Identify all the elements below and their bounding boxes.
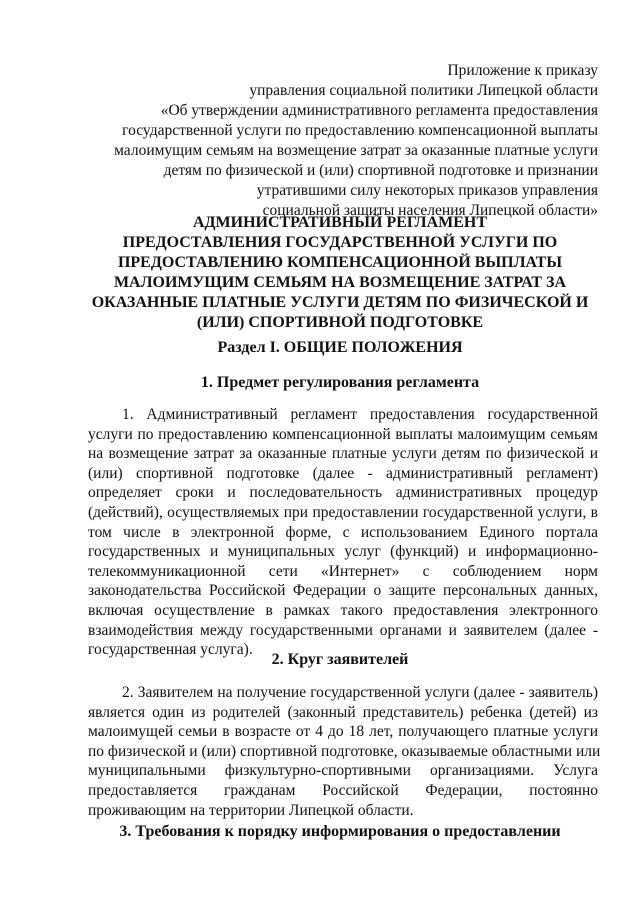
paragraph-line: включая осуществление в рамках такого предоставления электронного: [88, 601, 598, 619]
paragraph-line: том числе в электронной форме, с использованием Единого портала: [88, 523, 598, 541]
title-line: ПРЕДОСТАВЛЕНИЮ КОМПЕНСАЦИОННОЙ ВЫПЛАТЫ: [117, 254, 563, 271]
title-line: МАЛОИМУЩИМ СЕМЬЯМ НА ВОЗМЕЩЕНИЕ ЗАТРАТ ЗА: [113, 274, 567, 291]
title-line: ОКАЗАННЫЕ ПЛАТНЫЕ УСЛУГИ ДЕТЯМ ПО ФИЗИЧЕСКОЙ И: [91, 294, 589, 311]
paragraph-2: [88, 683, 601, 820]
document-title: [60, 213, 620, 333]
appendix-line: управления социальной политики Липецкой области: [249, 82, 598, 99]
appendix-note: [78, 61, 598, 221]
paragraph-line: 2. Заявителем на получение государственной услуги (далее - заявитель): [122, 684, 598, 701]
subsection-heading: 3. Требования к порядку информирования о предоставлении: [119, 823, 561, 840]
paragraph-line: государственных и муниципальных услуг (функций) и информационно-: [88, 543, 598, 561]
appendix-line: утратившими силу некоторых приказов управления: [256, 182, 598, 199]
paragraph-line: муниципальными физкультурно-спортивными организациями. Услуга: [88, 762, 598, 780]
paragraph-line: государственная услуга).: [88, 641, 253, 659]
paragraph-line: телекоммуникационной сети «Интернет» с соблюдением норм: [88, 562, 598, 580]
title-line: ПРЕДОСТАВЛЕНИЯ ГОСУДАРСТВЕННОЙ УСЛУГИ ПО: [122, 234, 558, 251]
section-heading: Раздел I. ОБЩИЕ ПОЛОЖЕНИЯ: [217, 339, 463, 356]
paragraph-line: малоимущей семьи в возрасте от 4 до 18 лет, получающего платные услуги: [88, 723, 598, 741]
paragraph-line: проживающим на территории Липецкой области.: [88, 801, 414, 819]
paragraph-line: по физической и (или) спортивной подготовке, оказываемые областными или: [88, 742, 601, 760]
paragraph-line: (действий), осуществляемых при предоставлении государственной услуги, в: [88, 503, 598, 521]
paragraph-1: [88, 405, 598, 660]
paragraph-line: (или) спортивной подготовке (далее - административный регламент): [88, 464, 598, 482]
appendix-line: детям по физической и (или) спортивной подготовке и признании: [163, 162, 598, 179]
appendix-line: малоимущим семьям на возмещение затрат за оказанные платные услуги: [114, 142, 598, 159]
paragraph-line: предоставляется гражданам Российской Федерации, постоянно: [88, 781, 598, 799]
paragraph-line: является один из родителей (законный представитель) ребенка (детей) из: [88, 703, 598, 721]
paragraph-line: услуги по предоставлению компенсационной выплаты малоимущим семьям: [88, 425, 598, 443]
paragraph-line: взаимодействия между государственными органами и заявителем (далее -: [88, 621, 598, 639]
paragraph-line: определяет сроки и последовательность административных процедур: [88, 484, 598, 502]
paragraph-line: законодательства Российской Федерации о защите персональных данных,: [88, 582, 598, 600]
appendix-line: «Об утверждении административного регламента предоставления: [160, 102, 598, 119]
subsection-heading: 1. Предмет регулирования регламента: [200, 374, 480, 391]
title-line: АДМИНИСТРАТИВНЫЙ РЕГЛАМЕНТ: [192, 214, 488, 231]
appendix-line: социальной защиты населения Липецкой области»: [262, 202, 598, 219]
subsection-heading: 2. Круг заявителей: [271, 651, 409, 668]
appendix-line: государственной услуги по предоставлению компенсационной выплаты: [122, 122, 598, 139]
title-line: (ИЛИ) СПОРТИВНОЙ ПОДГОТОВКЕ: [196, 314, 484, 331]
appendix-line: Приложение к приказу: [447, 62, 598, 79]
paragraph-line: 1. Административный регламент предоставления государственной: [122, 406, 598, 423]
paragraph-line: на возмещение затрат за оказанные платные услуги детям по физической и: [88, 445, 598, 463]
